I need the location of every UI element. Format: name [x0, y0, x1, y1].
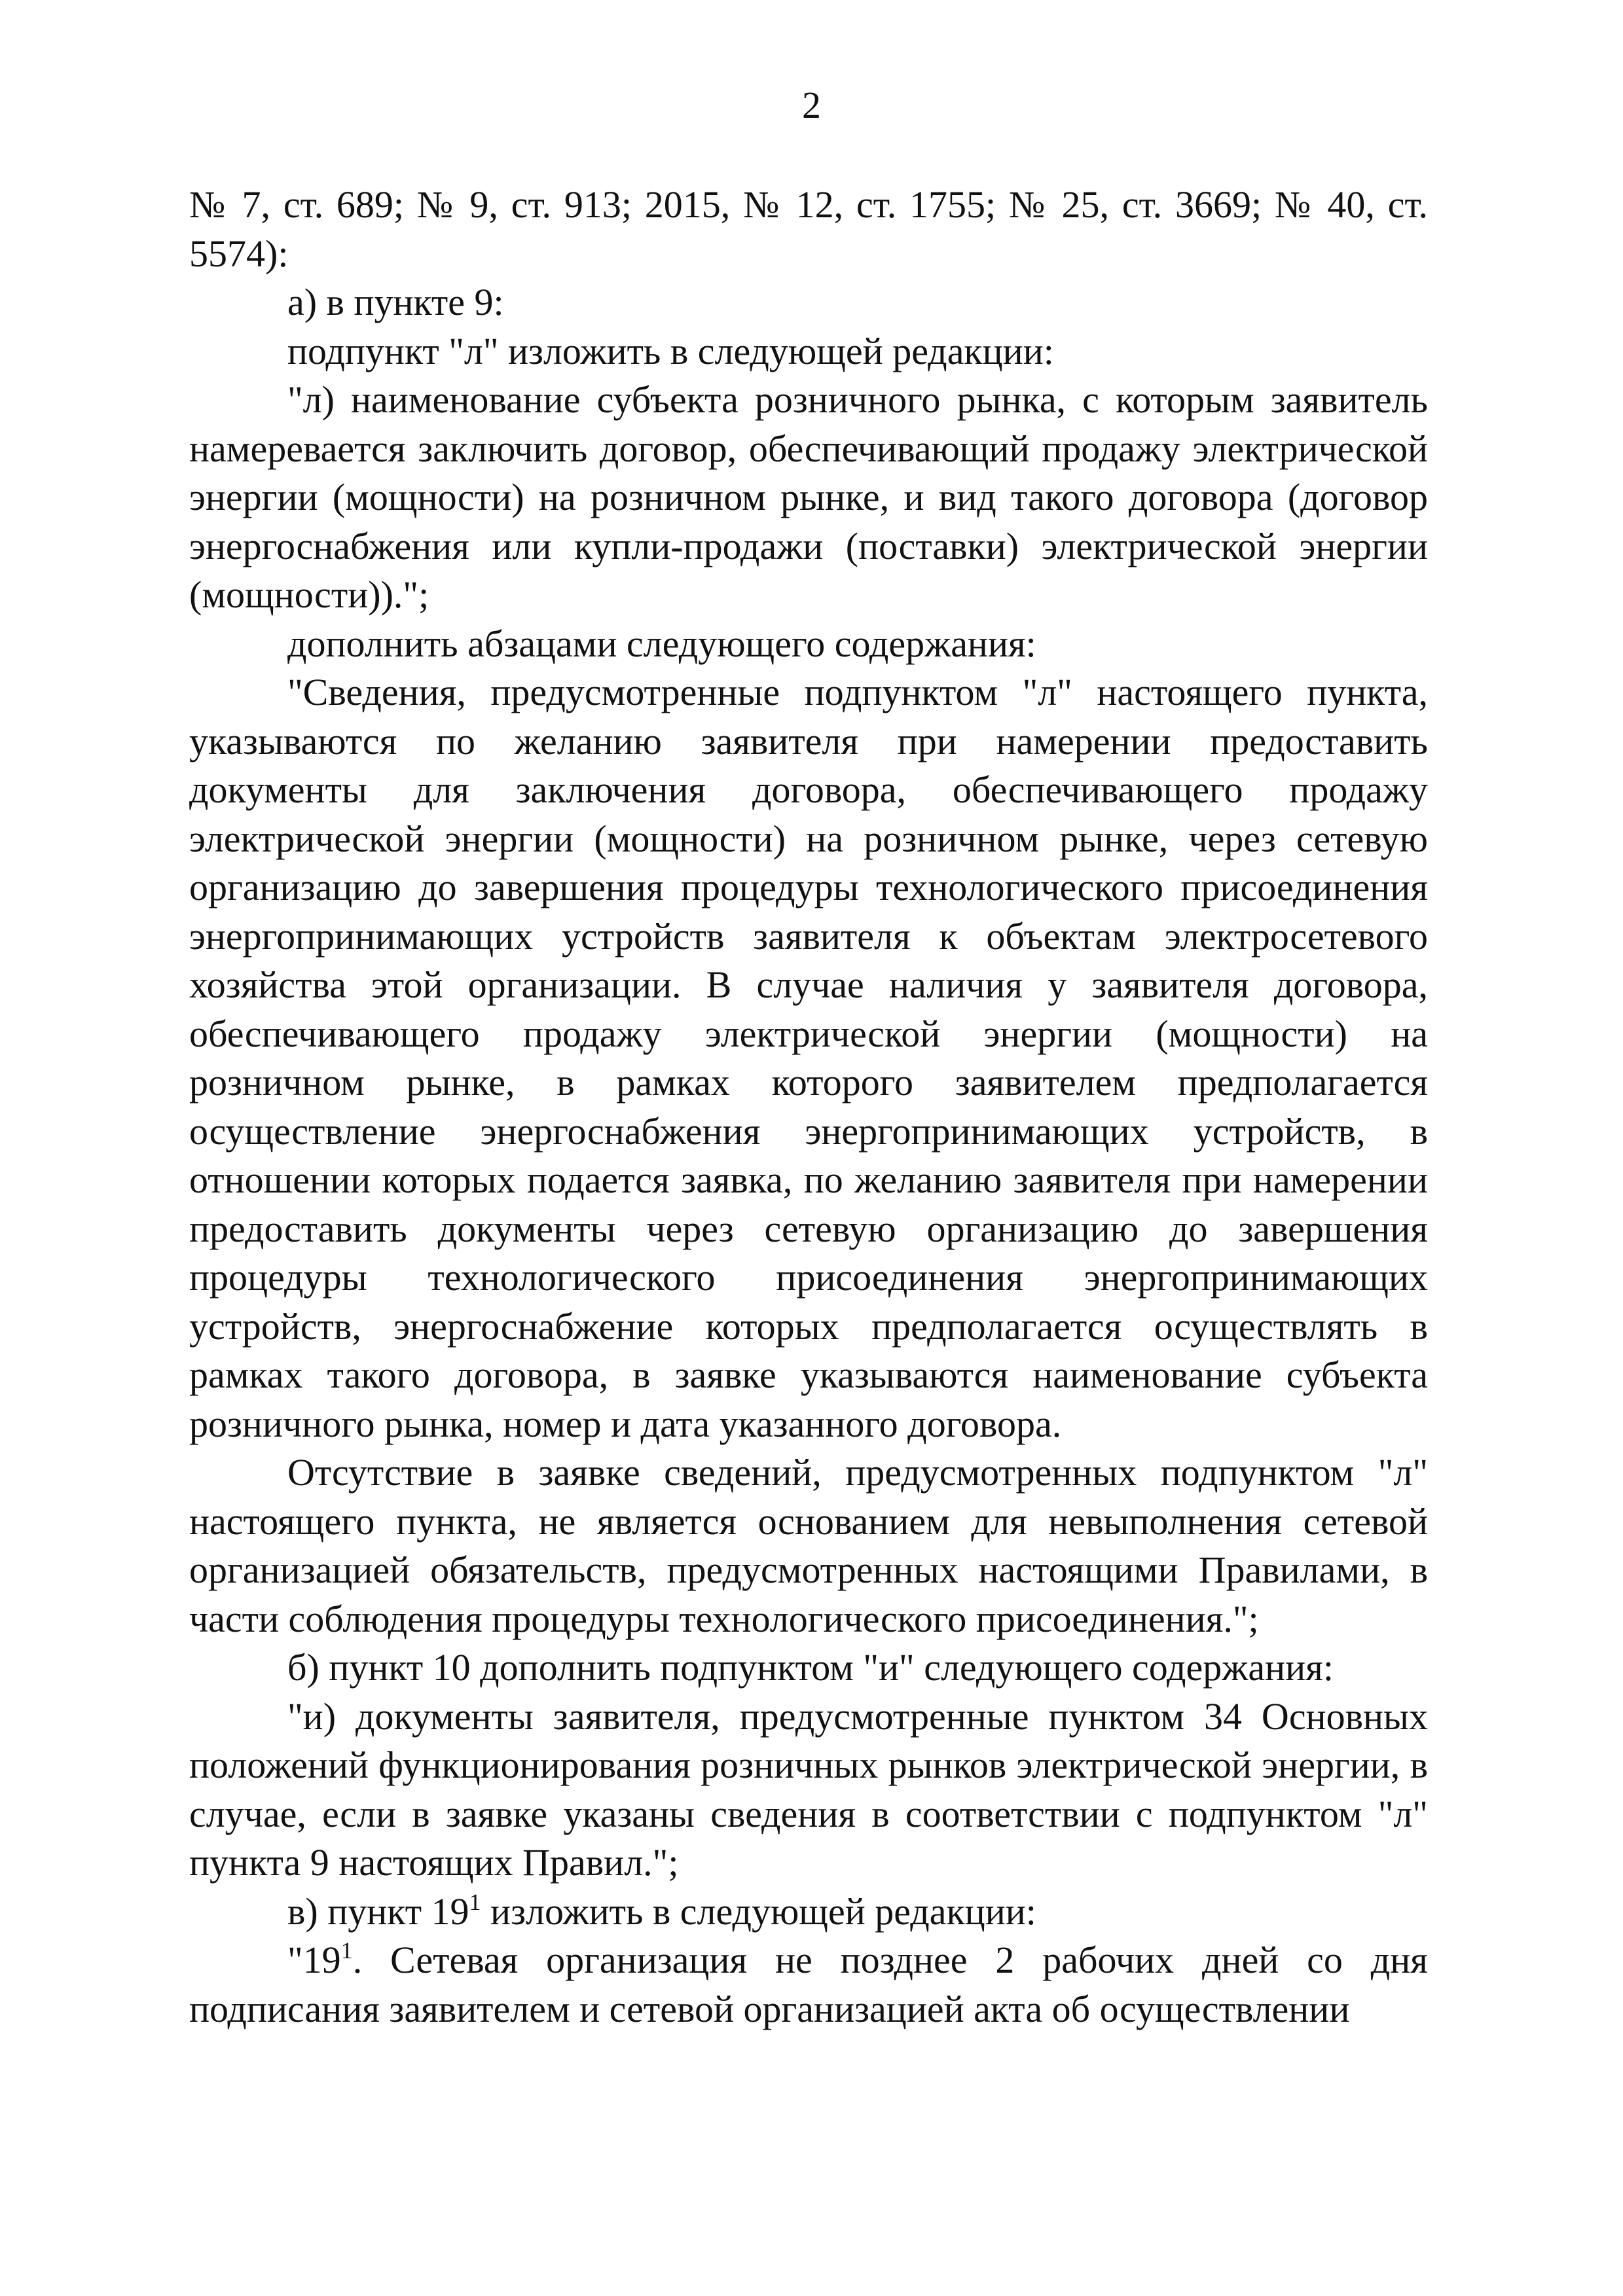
paragraph-subitem-l-intro: подпункт "л" изложить в следующей редакции:: [287, 329, 1054, 372]
point-19-1-text-end: . Сетевая организация не позднее 2 рабочих дней со дня подписания заявителем и сетевой организацией акта об осуществлении: [189, 1939, 1428, 2030]
paragraph-absence-clause: Отсутствие в заявке сведений, предусмотренных подпунктом "л" настоящего пункта, не является основанием для невыполнения сетевой организацией обязательств, предусмотренных настоящими Правилами, в части соблюдения процедуры технологического присоединения.";: [189, 1451, 1428, 1640]
paragraph-item-v: [189, 1888, 1428, 1937]
paragraph-point-19-1-text: [189, 1936, 1428, 2034]
paragraph-item-b: б) пункт 10 дополнить подпунктом "и" следующего содержания:: [287, 1646, 1334, 1689]
paragraph-item-a: а) в пункте 9:: [287, 281, 504, 323]
point-19-1-superscript: 1: [340, 1937, 353, 1964]
paragraph-subitem-l-text: "л) наименование субъекта розничного рынка, с которым заявитель намеревается заключить договор, обеспечивающий продажу электрической энергии (мощности) на розничном рынке, и вид такого договора (договор энергоснабжения или купли-продажи (поставки) электрической энергии (мощности)).";: [189, 378, 1428, 616]
item-v-superscript: 1: [469, 1888, 481, 1915]
paragraph-subitem-i-text: "и) документы заявителя, предусмотренные пунктом 34 Основных положений функционирования розничных рынков электрической энергии, в случае, если в заявке указаны сведения в соответствии с подпунктом "л" пункта 9 настоящих Правил.";: [189, 1695, 1428, 1884]
item-v-text-end: изложить в следующей редакции:: [481, 1890, 1036, 1933]
document-body: [189, 181, 1428, 2034]
page-number: 2: [802, 84, 821, 126]
point-19-1-text-start: "19: [287, 1939, 341, 1981]
paragraph-information-clause: "Сведения, предусмотренные подпунктом "л" настоящего пункта, указываются по желанию заявителя при намерении предоставить документы для заключения договора, обеспечивающего продажу электрической энергии (мощности) на розничном рынке, через сетевую организацию до завершения процедуры технологического присоединения энергопринимающих устройств заявителя к объектам электросетевого хозяйства этой организации. В случае наличия у заявителя договора, обеспечивающего продажу электрической энергии (мощности) на розничном рынке, в рамках которого заявителем предполагается осуществление энергоснабжения энергопринимающих устройств, в отношении которых подается заявка, по желанию заявителя при намерении предоставить документы через сетевую организацию до завершения процедуры технологического присоединения энергопринимающих устройств, энергоснабжение которых предполагается осуществлять в рамках такого договора, в заявке указываются наименование субъекта розничного рынка, номер и дата указанного договора.: [189, 671, 1428, 1445]
paragraph-supplement-intro: дополнить абзацами следующего содержания:: [287, 622, 1036, 665]
item-v-text-start: в) пункт 19: [287, 1890, 469, 1933]
paragraph-citation-tail: № 7, ст. 689; № 9, ст. 913; 2015, № 12, ст. 1755; № 25, ст. 3669; № 40, ст. 5574):: [189, 183, 1428, 275]
